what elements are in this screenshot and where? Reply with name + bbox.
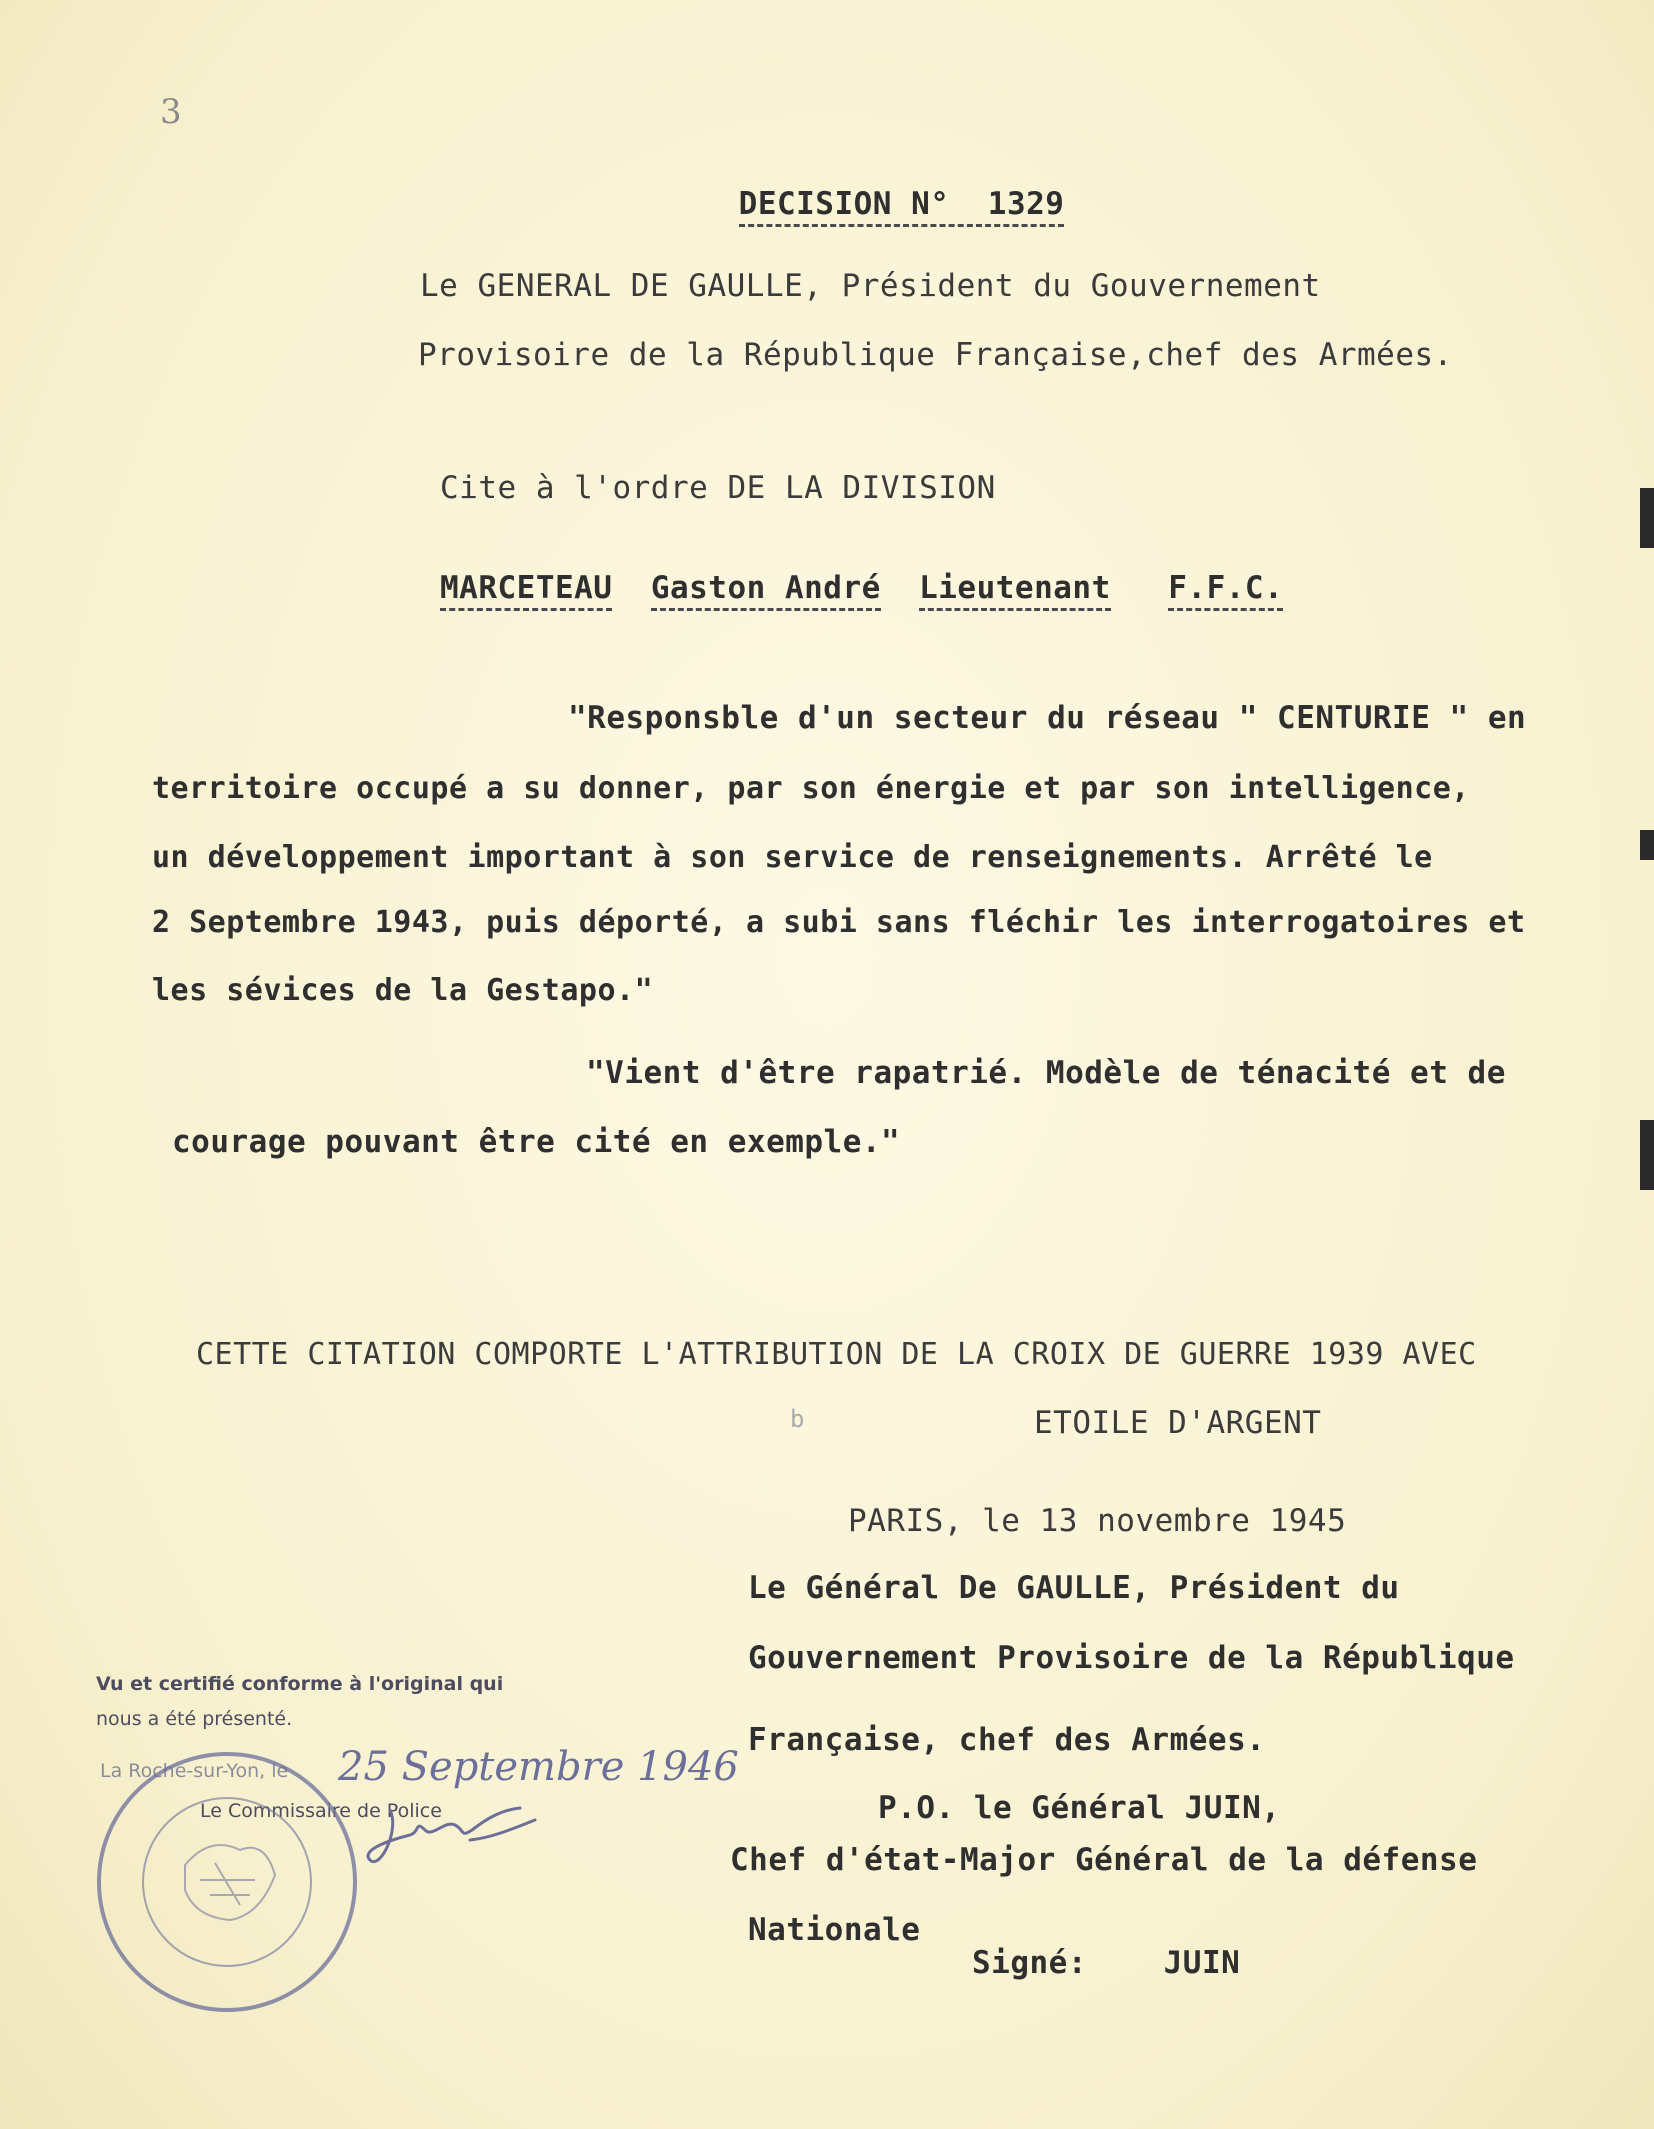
decision-title-text: DECISION N° 1329 (739, 186, 1065, 227)
certification-line-2: nous a été présenté. (96, 1708, 293, 1730)
award-line-2: ETOILE D'ARGENT (1034, 1405, 1322, 1441)
honoree-surname: MARCETEAU (440, 570, 612, 611)
signature-line: P.O. le Général JUIN, (878, 1790, 1281, 1826)
award-line-1: CETTE CITATION COMPORTE L'ATTRIBUTION DE LA CROIX DE GUERRE 1939 AVEC (196, 1337, 1477, 1372)
citation-line: 2 Septembre 1943, puis déporté, a subi sans fléchir les interrogatoires et (152, 905, 1526, 940)
signature-line: Chef d'état-Major Général de la défense (730, 1842, 1478, 1878)
intro-line-2: Provisoire de la République Française,chef des Armées. (418, 337, 1453, 373)
cite-line: Cite à l'ordre DE LA DIVISION (440, 470, 996, 506)
handwritten-signature (360, 1790, 560, 1880)
decision-title (662, 150, 1064, 258)
citation-line: un développement important à son service de renseignements. Arrêté le (152, 840, 1433, 875)
stray-mark: b (790, 1405, 805, 1433)
corner-page-mark: 3 (160, 92, 182, 132)
honoree-rank: Lieutenant (919, 570, 1111, 611)
citation2-line: courage pouvant être cité en exemple." (172, 1124, 901, 1160)
citation2-line: "Vient d'être rapatrié. Modèle de ténacité et de (586, 1055, 1506, 1091)
certification-line-1: Vu et certifié conforme à l'original qui (96, 1673, 504, 1695)
certification-date-prefix: La Roche-sur-Yon, le (100, 1760, 289, 1782)
signed-label: Signé: (972, 1945, 1087, 1981)
intro-line-1: Le GENERAL DE GAULLE, Président du Gouvernement (420, 268, 1321, 304)
signed-name: JUIN (1163, 1945, 1241, 1981)
scan-edge-mark (1640, 830, 1654, 860)
signature-line: Gouvernement Provisoire de la République (748, 1640, 1515, 1676)
certification-date-handwritten: 25 Septembre 1946 (338, 1744, 739, 1790)
citation-line: les sévices de la Gestapo." (152, 973, 654, 1008)
honoree-given-names: Gaston André (651, 570, 881, 611)
citation-line: "Responsble d'un secteur du réseau " CENTURIE " en (568, 700, 1527, 736)
scan-edge-mark (1640, 1120, 1654, 1190)
signature-line: Nationale (748, 1912, 921, 1948)
signed-line (972, 1945, 1240, 1981)
honoree-unit: F.F.C. (1168, 570, 1283, 611)
scan-edge-mark (1640, 488, 1654, 548)
place-date: PARIS, le 13 novembre 1945 (848, 1503, 1347, 1539)
signature-line: Le Général De GAULLE, Président du (748, 1570, 1400, 1606)
honoree-line (440, 570, 1283, 606)
certification-role: Le Commissaire de Police (200, 1800, 442, 1822)
citation-line: territoire occupé a su donner, par son énergie et par son intelligence, (152, 771, 1470, 806)
police-stamp (90, 1745, 365, 2020)
signature-line: Française, chef des Armées. (748, 1722, 1266, 1758)
